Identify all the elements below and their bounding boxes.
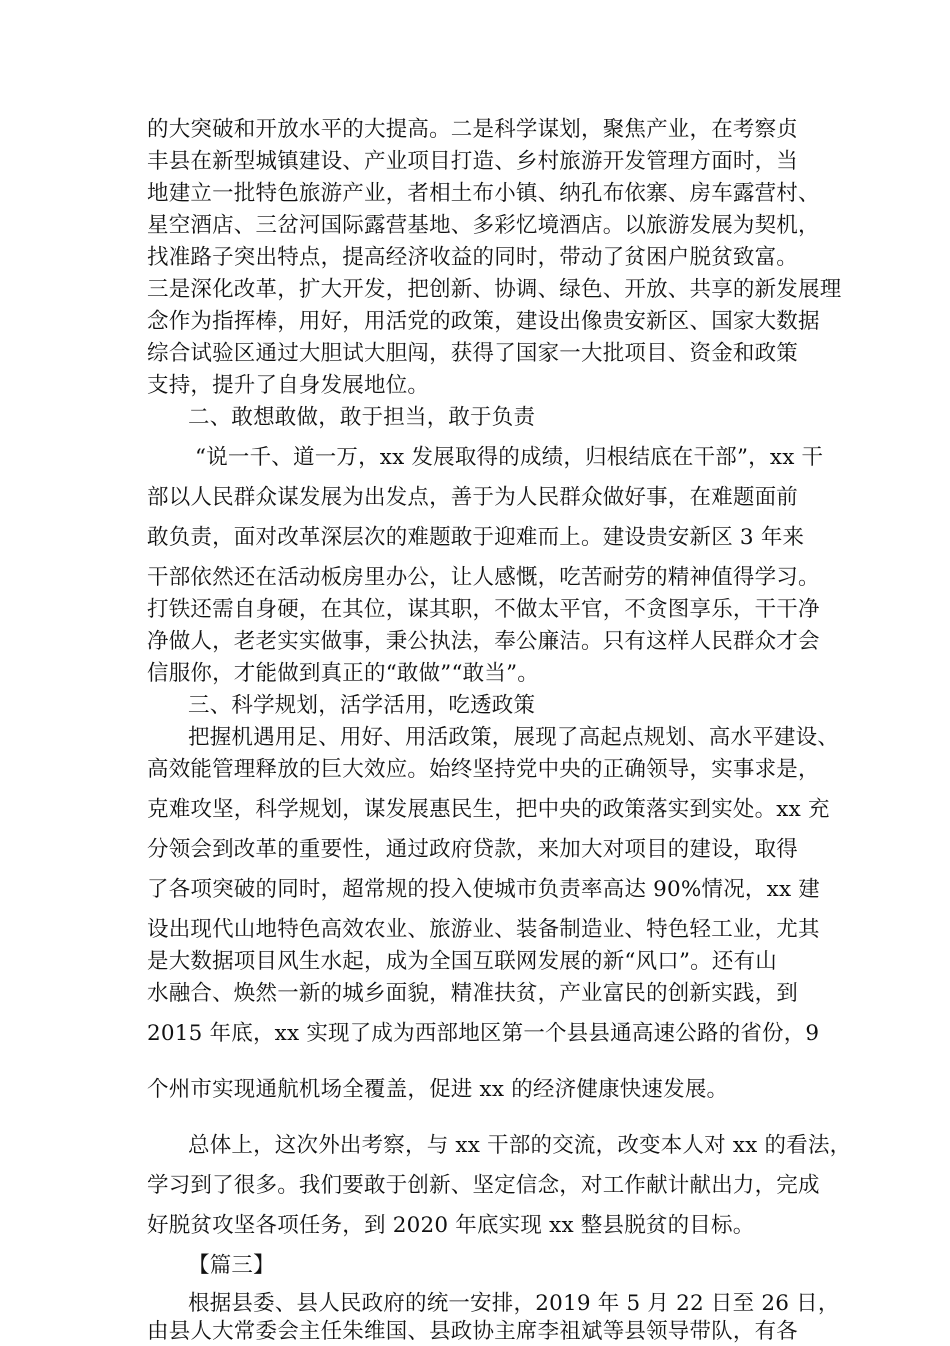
body-text-line: 分领会到改革的重要性，通过政府贷款，来加大对项目的建设，取得 xyxy=(147,837,799,862)
section-heading: 【篇三】 xyxy=(188,1253,275,1278)
body-text-line: 地建立一批特色旅游产业，者相土布小镇、纳孔布依寨、房车露营村、 xyxy=(147,181,820,206)
body-text-line: 敢负责，面对改革深层次的难题敢于迎难而上。建设贵安新区 3 年来 xyxy=(147,525,805,550)
body-text-line: “说一千、道一万，xx 发展取得的成绩，归根结底在干部”，xx 干 xyxy=(195,445,824,470)
body-text-line: 设出现代山地特色高效农业、旅游业、装备制造业、特色轻工业，尤其 xyxy=(147,917,820,942)
body-text-line: 把握机遇用足、用好、用活政策，展现了高起点规划、高水平建设、 xyxy=(188,725,840,750)
body-text-line: 学习到了很多。我们要敢于创新、坚定信念，对工作献计献出力，完成 xyxy=(147,1173,820,1198)
body-text-line: 信服你，才能做到真正的“敢做”“敢当”。 xyxy=(147,661,539,686)
body-text-line: 高效能管理释放的巨大效应。始终坚持党中央的正确领导，实事求是， xyxy=(147,757,820,782)
section-heading: 三、科学规划，活学活用，吃透政策 xyxy=(188,693,536,718)
body-text-line: 星空酒店、三岔河国际露营基地、多彩忆境酒店。以旅游发展为契机， xyxy=(147,213,820,238)
body-text-line: 好脱贫攻坚各项任务，到 2020 年底实现 xx 整县脱贫的目标。 xyxy=(147,1213,755,1238)
body-text-line: 支持，提升了自身发展地位。 xyxy=(147,373,430,398)
body-text-line: 念作为指挥棒，用好，用活党的政策，建设出像贵安新区、国家大数据 xyxy=(147,309,820,334)
body-text-line: 部以人民群众谋发展为出发点，善于为人民群众做好事，在难题面前 xyxy=(147,485,799,510)
body-text-line: 2015 年底，xx 实现了成为西部地区第一个县县通高速公路的省份，9 xyxy=(147,1021,820,1046)
body-text-line: 干部依然还在活动板房里办公，让人感慨，吃苦耐劳的精神值得学习。 xyxy=(147,565,820,590)
body-text-line: 克难攻坚，科学规划，谋发展惠民生，把中央的政策落实到实处。xx 充 xyxy=(147,797,830,822)
body-text-line: 三是深化改革，扩大开发，把创新、协调、绿色、开放、共享的新发展理 xyxy=(147,277,842,302)
body-text-line: 个州市实现通航机场全覆盖，促进 xx 的经济健康快速发展。 xyxy=(147,1077,729,1102)
body-text-line: 水融合、焕然一新的城乡面貌，精准扶贫，产业富民的创新实践，到 xyxy=(147,981,799,1006)
body-text-line: 丰县在新型城镇建设、产业项目打造、乡村旅游开发管理方面时，当 xyxy=(147,149,799,174)
body-text-line: 综合试验区通过大胆试大胆闯，获得了国家一大批项目、资金和政策 xyxy=(147,341,799,366)
body-text-line: 打铁还需自身硬，在其位，谋其职，不做太平官，不贪图享乐，干干净 xyxy=(147,597,820,622)
body-text-line: 找准路子突出特点，提高经济收益的同时，带动了贫困户脱贫致富。 xyxy=(147,245,799,270)
body-text-line: 是大数据项目风生水起，成为全国互联网发展的新“风口”。还有山 xyxy=(147,949,777,974)
body-text-line: 净做人，老老实实做事，秉公执法，奉公廉洁。只有这样人民群众才会 xyxy=(147,629,820,654)
body-text-line: 了各项突破的同时，超常规的投入使城市负责率高达 90%情况，xx 建 xyxy=(147,877,821,902)
body-text-line: 的大突破和开放水平的大提高。二是科学谋划，聚焦产业，在考察贞 xyxy=(147,117,799,142)
section-heading: 二、敢想敢做，敢于担当，敢于负责 xyxy=(188,405,536,430)
body-text-line: 总体上，这次外出考察，与 xx 干部的交流，改变本人对 xx 的看法， xyxy=(188,1133,852,1158)
body-text-line: 由县人大常委会主任朱维国、县政协主席李祖斌等县领导带队，有各 xyxy=(147,1319,799,1344)
body-text-line: 根据县委、县人民政府的统一安排，2019 年 5 月 22 日至 26 日， xyxy=(188,1291,840,1316)
